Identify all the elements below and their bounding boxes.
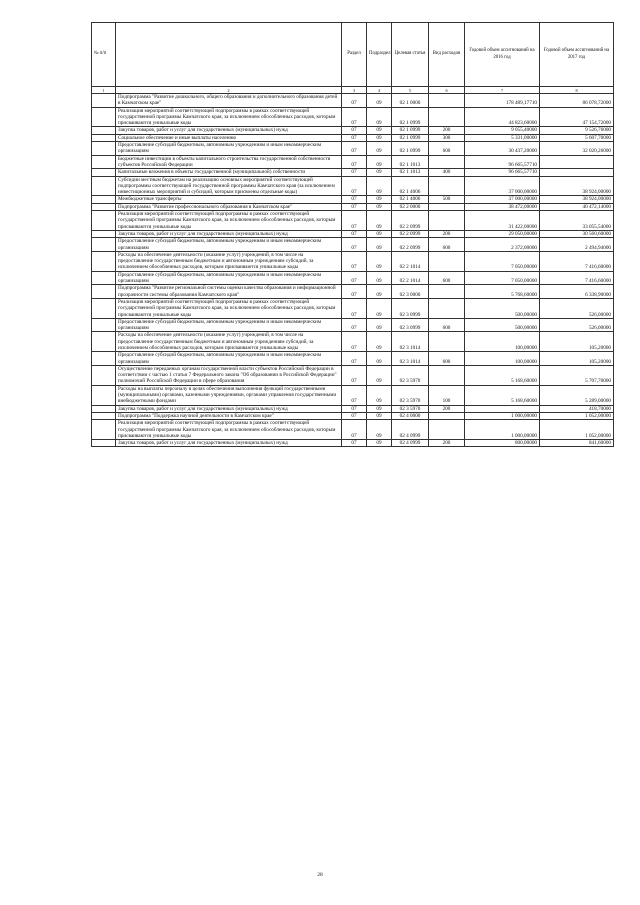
header-target-article: Целевая статья bbox=[392, 23, 429, 87]
razdel-cell: 07 bbox=[342, 440, 367, 447]
row-num-cell bbox=[92, 203, 116, 210]
expense-type-cell: 200 bbox=[429, 127, 465, 134]
razdel-cell: 07 bbox=[342, 94, 367, 108]
table-row bbox=[92, 412, 614, 419]
podrazdel-cell: 09 bbox=[367, 155, 392, 169]
row-num-cell bbox=[92, 318, 116, 332]
row-num-cell bbox=[92, 230, 116, 237]
expense-type-cell bbox=[429, 412, 465, 419]
amount-2016-cell: 500,00000 bbox=[465, 298, 540, 318]
row-num-cell bbox=[92, 332, 116, 352]
podrazdel-cell: 09 bbox=[367, 405, 392, 412]
table-body bbox=[92, 23, 614, 447]
item-name-cell: Реализация мероприятий соответствующей подпрограммы в рамках соответствующей государственной программы Камчатского края, за исключением обособленных расходов, которым присваиваются уникальные коды bbox=[116, 107, 342, 127]
item-name-cell: Закупка товаров, работ и услуг для государственных (муниципальных) нужд bbox=[116, 440, 342, 447]
target-article-cell: 02 4 0999 bbox=[392, 420, 429, 440]
podrazdel-cell: 09 bbox=[367, 134, 392, 141]
item-name-cell: Предоставление субсидий бюджетным, автономным учреждениям и иным некоммерческим организациям bbox=[116, 352, 342, 366]
row-num-cell bbox=[92, 94, 116, 108]
table-row bbox=[92, 352, 614, 366]
podrazdel-cell: 09 bbox=[367, 420, 392, 440]
table-row bbox=[92, 230, 614, 237]
target-article-cell: 02 1 0999 bbox=[392, 127, 429, 134]
amount-2017-cell: 418,70000 bbox=[540, 405, 614, 412]
item-name-cell: Закупка товаров, работ и услуг для государственных (муниципальных) нужд bbox=[116, 230, 342, 237]
target-article-cell: 02 3 1014 bbox=[392, 332, 429, 352]
expense-type-cell: 300 bbox=[429, 134, 465, 141]
item-name-cell: Реализация мероприятий соответствующей подпрограммы в рамках соответствующей государственной программы Камчатского края, за исключением обособленных расходов, которым присваиваются уникальные коды bbox=[116, 211, 342, 231]
target-article-cell: 02 2 1014 bbox=[392, 251, 429, 271]
header-name bbox=[116, 23, 342, 87]
target-article-cell: 02 3 5970 bbox=[392, 385, 429, 405]
row-num-cell bbox=[92, 127, 116, 134]
amount-2016-cell: 96 665,57710 bbox=[465, 155, 540, 169]
expense-type-cell bbox=[429, 94, 465, 108]
item-name-cell: Межбюджетные трансферты bbox=[116, 196, 342, 203]
header-row bbox=[92, 23, 614, 87]
amount-2017-cell: 33 055,54000 bbox=[540, 211, 614, 231]
row-num-cell bbox=[92, 285, 116, 299]
razdel-cell: 07 bbox=[342, 196, 367, 203]
expense-type-cell: 600 bbox=[429, 352, 465, 366]
podrazdel-cell: 09 bbox=[367, 271, 392, 285]
target-article-cell: 02 1 1013 bbox=[392, 155, 429, 169]
colnum: 3 bbox=[342, 87, 367, 94]
row-num-cell bbox=[92, 176, 116, 196]
item-name-cell: Расходы на обеспечение деятельности (оказание услуг) учреждений, в том числе на предоставление государственным бюджетным и автономным учреждениям субсидий, за исключением обособленных расходов, которым присваиваются уникальные коды bbox=[116, 251, 342, 271]
amount-2017-cell: 40 472,14000 bbox=[540, 203, 614, 210]
amount-2017-cell: 5 289,00000 bbox=[540, 385, 614, 405]
table-row bbox=[92, 203, 614, 210]
razdel-cell: 07 bbox=[342, 420, 367, 440]
amount-2016-cell: 30 437,20000 bbox=[465, 142, 540, 156]
table-row bbox=[92, 440, 614, 447]
column-number-row bbox=[92, 87, 614, 94]
row-num-cell bbox=[92, 251, 116, 271]
amount-2016-cell: 100,00000 bbox=[465, 352, 540, 366]
podrazdel-cell: 09 bbox=[367, 251, 392, 271]
item-name-cell: Расходы на обеспечение деятельности (оказание услуг) учреждений, в том числе на предоставление государственным бюджетным и автономным учреждениям субсидий, за исключением обособленных расходов, которым присваиваются уникальные коды bbox=[116, 332, 342, 352]
podrazdel-cell: 09 bbox=[367, 127, 392, 134]
row-num-cell bbox=[92, 271, 116, 285]
table-row bbox=[92, 176, 614, 196]
header-2017: Годовой объем ассигнований на 2017 год bbox=[540, 23, 614, 87]
amount-2016-cell: 5 331,00000 bbox=[465, 134, 540, 141]
target-article-cell: 02 1 0000 bbox=[392, 94, 429, 108]
colnum: 1 bbox=[92, 87, 116, 94]
row-num-cell bbox=[92, 211, 116, 231]
podrazdel-cell: 09 bbox=[367, 238, 392, 252]
amount-2017-cell: 7 416,60000 bbox=[540, 251, 614, 271]
expense-type-cell: 400 bbox=[429, 169, 465, 176]
razdel-cell: 07 bbox=[342, 230, 367, 237]
expense-type-cell bbox=[429, 107, 465, 127]
item-name-cell: Бюджетные инвестиции в объекты капитального строительства государственной собственности субъектов Российской Федерации bbox=[116, 155, 342, 169]
amount-2017-cell: 7 416,60000 bbox=[540, 271, 614, 285]
table-row bbox=[92, 298, 614, 318]
amount-2017-cell: 841,60000 bbox=[540, 440, 614, 447]
expense-type-cell: 600 bbox=[429, 142, 465, 156]
expense-type-cell: 600 bbox=[429, 238, 465, 252]
row-num-cell bbox=[92, 238, 116, 252]
row-num-cell bbox=[92, 420, 116, 440]
amount-2016-cell: 1 000,00000 bbox=[465, 420, 540, 440]
podrazdel-cell: 09 bbox=[367, 412, 392, 419]
expense-type-cell bbox=[429, 211, 465, 231]
header-razdel: Раздел bbox=[342, 23, 367, 87]
amount-2016-cell: 37 000,00000 bbox=[465, 176, 540, 196]
podrazdel-cell: 09 bbox=[367, 230, 392, 237]
row-num-cell bbox=[92, 169, 116, 176]
razdel-cell: 07 bbox=[342, 385, 367, 405]
target-article-cell: 02 3 5970 bbox=[392, 405, 429, 412]
item-name-cell: Закупка товаров, работ и услуг для государственных (муниципальных) нужд bbox=[116, 127, 342, 134]
table-row bbox=[92, 238, 614, 252]
item-name-cell: Социальное обеспечение и иные выплаты населению bbox=[116, 134, 342, 141]
amount-2016-cell bbox=[465, 405, 540, 412]
amount-2016-cell: 100,00000 bbox=[465, 332, 540, 352]
row-num-cell bbox=[92, 196, 116, 203]
razdel-cell: 07 bbox=[342, 285, 367, 299]
amount-2016-cell: 7 050,00000 bbox=[465, 251, 540, 271]
table-row bbox=[92, 385, 614, 405]
expense-type-cell: 200 bbox=[429, 440, 465, 447]
row-num-cell bbox=[92, 385, 116, 405]
expense-type-cell: 200 bbox=[429, 230, 465, 237]
amount-2017-cell: 5 707,70000 bbox=[540, 365, 614, 385]
table-row bbox=[92, 211, 614, 231]
amount-2016-cell: 44 823,60000 bbox=[465, 107, 540, 127]
colnum: 7 bbox=[465, 87, 540, 94]
colnum: 8 bbox=[540, 87, 614, 94]
target-article-cell: 02 2 0999 bbox=[392, 211, 429, 231]
amount-2017-cell: 526,00000 bbox=[540, 318, 614, 332]
expense-type-cell bbox=[429, 332, 465, 352]
amount-2017-cell: 38 924,00000 bbox=[540, 196, 614, 203]
razdel-cell: 07 bbox=[342, 127, 367, 134]
podrazdel-cell: 09 bbox=[367, 176, 392, 196]
target-article-cell: 02 1 1013 bbox=[392, 169, 429, 176]
razdel-cell: 07 bbox=[342, 203, 367, 210]
razdel-cell: 07 bbox=[342, 271, 367, 285]
table-row bbox=[92, 332, 614, 352]
item-name-cell: Осуществление переданных органам государственной власти субъектов Российской Федерации в соответствии с частью 1 статьи 7 Федерального закона "Об образовании в Российской Федерации" полномочий Российской Федерации в сфере образования bbox=[116, 365, 342, 385]
podrazdel-cell: 09 bbox=[367, 211, 392, 231]
table-row bbox=[92, 251, 614, 271]
row-num-cell bbox=[92, 412, 116, 419]
amount-2016-cell: 38 472,00000 bbox=[465, 203, 540, 210]
amount-2016-cell: 1 000,00000 bbox=[465, 412, 540, 419]
item-name-cell: Подпрограмма "Развитие дошкольного, общего образования и дополнительного образования детей в Камчатском крае" bbox=[116, 94, 342, 108]
table-row bbox=[92, 271, 614, 285]
amount-2017-cell bbox=[540, 155, 614, 169]
podrazdel-cell: 09 bbox=[367, 169, 392, 176]
expense-type-cell bbox=[429, 176, 465, 196]
razdel-cell: 07 bbox=[342, 238, 367, 252]
item-name-cell: Подпрограмма "Развитие профессионального образования в Камчатском крае" bbox=[116, 203, 342, 210]
table-row bbox=[92, 318, 614, 332]
amount-2017-cell: 2 494,94000 bbox=[540, 238, 614, 252]
amount-2017-cell bbox=[540, 169, 614, 176]
podrazdel-cell: 09 bbox=[367, 318, 392, 332]
razdel-cell: 07 bbox=[342, 211, 367, 231]
amount-2017-cell: 9 526,76000 bbox=[540, 127, 614, 134]
podrazdel-cell: 09 bbox=[367, 94, 392, 108]
razdel-cell: 07 bbox=[342, 412, 367, 419]
razdel-cell: 07 bbox=[342, 405, 367, 412]
podrazdel-cell: 09 bbox=[367, 142, 392, 156]
amount-2016-cell: 500,00000 bbox=[465, 318, 540, 332]
expense-type-cell bbox=[429, 298, 465, 318]
target-article-cell: 02 3 1014 bbox=[392, 352, 429, 366]
target-article-cell: 02 3 0999 bbox=[392, 298, 429, 318]
table-row bbox=[92, 196, 614, 203]
amount-2017-cell: 105,20000 bbox=[540, 332, 614, 352]
razdel-cell: 07 bbox=[342, 352, 367, 366]
table-row bbox=[92, 169, 614, 176]
razdel-cell: 07 bbox=[342, 176, 367, 196]
table-row bbox=[92, 142, 614, 156]
table-row bbox=[92, 365, 614, 385]
razdel-cell: 07 bbox=[342, 107, 367, 127]
amount-2017-cell: 86 078,72000 bbox=[540, 94, 614, 108]
expense-type-cell bbox=[429, 251, 465, 271]
amount-2016-cell: 800,00000 bbox=[465, 440, 540, 447]
page-number: 28 bbox=[317, 872, 323, 878]
amount-2016-cell: 178 489,17710 bbox=[465, 94, 540, 108]
header-podrazdel: Подраздел bbox=[367, 23, 392, 87]
target-article-cell: 02 2 0000 bbox=[392, 203, 429, 210]
target-article-cell: 02 4 0000 bbox=[392, 412, 429, 419]
item-name-cell: Предоставление субсидий бюджетным, автономным учреждениям и иным некоммерческим организациям bbox=[116, 238, 342, 252]
header-expense-type: Вид расходов bbox=[429, 23, 465, 87]
amount-2016-cell: 96 665,57710 bbox=[465, 169, 540, 176]
podrazdel-cell: 09 bbox=[367, 298, 392, 318]
item-name-cell: Предоставление субсидий бюджетным, автономным учреждениям и иным некоммерческим организациям bbox=[116, 142, 342, 156]
amount-2017-cell: 105,20000 bbox=[540, 352, 614, 366]
target-article-cell: 02 4 0999 bbox=[392, 440, 429, 447]
razdel-cell: 07 bbox=[342, 332, 367, 352]
item-name-cell: Реализация мероприятий соответствующей подпрограммы в рамках соответствующей государственной программы Камчатского края, за исключением обособленных расходов, которым присваиваются уникальные коды bbox=[116, 420, 342, 440]
amount-2016-cell: 29 050,00000 bbox=[465, 230, 540, 237]
expense-type-cell bbox=[429, 203, 465, 210]
podrazdel-cell: 09 bbox=[367, 285, 392, 299]
table-row bbox=[92, 94, 614, 108]
item-name-cell: Предоставление субсидий бюджетным, автономным учреждениям и иным некоммерческим организациям bbox=[116, 271, 342, 285]
target-article-cell: 02 1 4006 bbox=[392, 196, 429, 203]
row-num-cell bbox=[92, 134, 116, 141]
table-row bbox=[92, 405, 614, 412]
colnum: 6 bbox=[429, 87, 465, 94]
item-name-cell: Подпрограмма "Поддержка научной деятельности в Камчатском крае" bbox=[116, 412, 342, 419]
amount-2017-cell: 30 560,60000 bbox=[540, 230, 614, 237]
target-article-cell: 02 1 4006 bbox=[392, 176, 429, 196]
amount-2017-cell: 38 924,00000 bbox=[540, 176, 614, 196]
razdel-cell: 07 bbox=[342, 298, 367, 318]
row-num-cell bbox=[92, 352, 116, 366]
expense-type-cell: 600 bbox=[429, 318, 465, 332]
item-name-cell: Реализация мероприятий соответствующей подпрограммы в рамках соответствующей государственной программы Камчатского края, за исключением обособленных расходов, которым присваиваются уникальные коды bbox=[116, 298, 342, 318]
target-article-cell: 02 1 0999 bbox=[392, 107, 429, 127]
target-article-cell: 02 2 0999 bbox=[392, 230, 429, 237]
row-num-cell bbox=[92, 298, 116, 318]
target-article-cell: 02 1 0999 bbox=[392, 142, 429, 156]
podrazdel-cell: 09 bbox=[367, 365, 392, 385]
amount-2016-cell: 31 422,00000 bbox=[465, 211, 540, 231]
expense-type-cell bbox=[429, 420, 465, 440]
amount-2017-cell: 1 052,00000 bbox=[540, 420, 614, 440]
header-2016: Годовой объем ассигнований на 2016 год bbox=[465, 23, 540, 87]
table-row bbox=[92, 127, 614, 134]
razdel-cell: 07 bbox=[342, 134, 367, 141]
razdel-cell: 07 bbox=[342, 169, 367, 176]
razdel-cell: 07 bbox=[342, 142, 367, 156]
amount-2016-cell: 9 055,40000 bbox=[465, 127, 540, 134]
expense-type-cell: 100 bbox=[429, 385, 465, 405]
amount-2017-cell: 32 020,26000 bbox=[540, 142, 614, 156]
razdel-cell: 07 bbox=[342, 365, 367, 385]
amount-2017-cell: 6 338,90000 bbox=[540, 285, 614, 299]
razdel-cell: 07 bbox=[342, 155, 367, 169]
row-num-cell bbox=[92, 107, 116, 127]
table-row bbox=[92, 134, 614, 141]
target-article-cell: 02 3 0999 bbox=[392, 318, 429, 332]
target-article-cell: 02 2 1014 bbox=[392, 271, 429, 285]
expense-type-cell: 600 bbox=[429, 271, 465, 285]
razdel-cell: 07 bbox=[342, 251, 367, 271]
row-num-cell bbox=[92, 440, 116, 447]
amount-2016-cell: 7 050,00000 bbox=[465, 271, 540, 285]
amount-2016-cell: 37 000,00000 bbox=[465, 196, 540, 203]
amount-2016-cell: 5 168,60000 bbox=[465, 385, 540, 405]
colnum: 5 bbox=[392, 87, 429, 94]
table-row bbox=[92, 285, 614, 299]
expense-type-cell bbox=[429, 285, 465, 299]
amount-2017-cell: 5 607,70000 bbox=[540, 134, 614, 141]
amount-2017-cell: 1 052,00000 bbox=[540, 412, 614, 419]
colnum: 2 bbox=[116, 87, 342, 94]
amount-2016-cell: 2 372,00000 bbox=[465, 238, 540, 252]
item-name-cell: Расходы на выплаты персоналу в целях обеспечения выполнения функций государственными (муниципальными) органами, казенными учреждениями, органами управления государственными внебюджетными фондами bbox=[116, 385, 342, 405]
item-name-cell: Капитальные вложения в объекты государственной (муниципальной) собственности bbox=[116, 169, 342, 176]
row-num-cell bbox=[92, 155, 116, 169]
item-name-cell: Предоставление субсидий бюджетным, автономным учреждениям и иным некоммерческим организациям bbox=[116, 318, 342, 332]
razdel-cell: 07 bbox=[342, 318, 367, 332]
budget-table bbox=[91, 22, 614, 447]
target-article-cell: 02 1 0999 bbox=[392, 134, 429, 141]
podrazdel-cell: 09 bbox=[367, 440, 392, 447]
target-article-cell: 02 2 0999 bbox=[392, 238, 429, 252]
amount-2016-cell: 5 168,60000 bbox=[465, 365, 540, 385]
podrazdel-cell: 09 bbox=[367, 107, 392, 127]
colnum: 4 bbox=[367, 87, 392, 94]
amount-2017-cell: 47 154,72000 bbox=[540, 107, 614, 127]
expense-type-cell bbox=[429, 365, 465, 385]
header-num: № п/п bbox=[92, 23, 116, 87]
podrazdel-cell: 09 bbox=[367, 332, 392, 352]
expense-type-cell: 500 bbox=[429, 196, 465, 203]
target-article-cell: 02 3 0000 bbox=[392, 285, 429, 299]
podrazdel-cell: 09 bbox=[367, 203, 392, 210]
amount-2016-cell: 5 768,60000 bbox=[465, 285, 540, 299]
target-article-cell: 02 3 5970 bbox=[392, 365, 429, 385]
item-name-cell: Субсидии местным бюджетам на реализацию основных мероприятий соответствующей подпрограммы соответствующей государственной программы Камчатского края (за исключением инвестиционных мероприятий и субсидий, которым присвоены отдельные коды) bbox=[116, 176, 342, 196]
row-num-cell bbox=[92, 142, 116, 156]
podrazdel-cell: 09 bbox=[367, 352, 392, 366]
amount-2017-cell: 526,00000 bbox=[540, 298, 614, 318]
expense-type-cell: 200 bbox=[429, 405, 465, 412]
podrazdel-cell: 09 bbox=[367, 196, 392, 203]
table-row bbox=[92, 420, 614, 440]
row-num-cell bbox=[92, 365, 116, 385]
podrazdel-cell: 09 bbox=[367, 385, 392, 405]
table-row bbox=[92, 107, 614, 127]
table-row bbox=[92, 155, 614, 169]
expense-type-cell bbox=[429, 155, 465, 169]
item-name-cell: Закупка товаров, работ и услуг для государственных (муниципальных) нужд bbox=[116, 405, 342, 412]
item-name-cell: Подпрограмма "Развитие региональной системы оценки качества образования и информационной прозрачности системы образования Камчатского края" bbox=[116, 285, 342, 299]
row-num-cell bbox=[92, 405, 116, 412]
